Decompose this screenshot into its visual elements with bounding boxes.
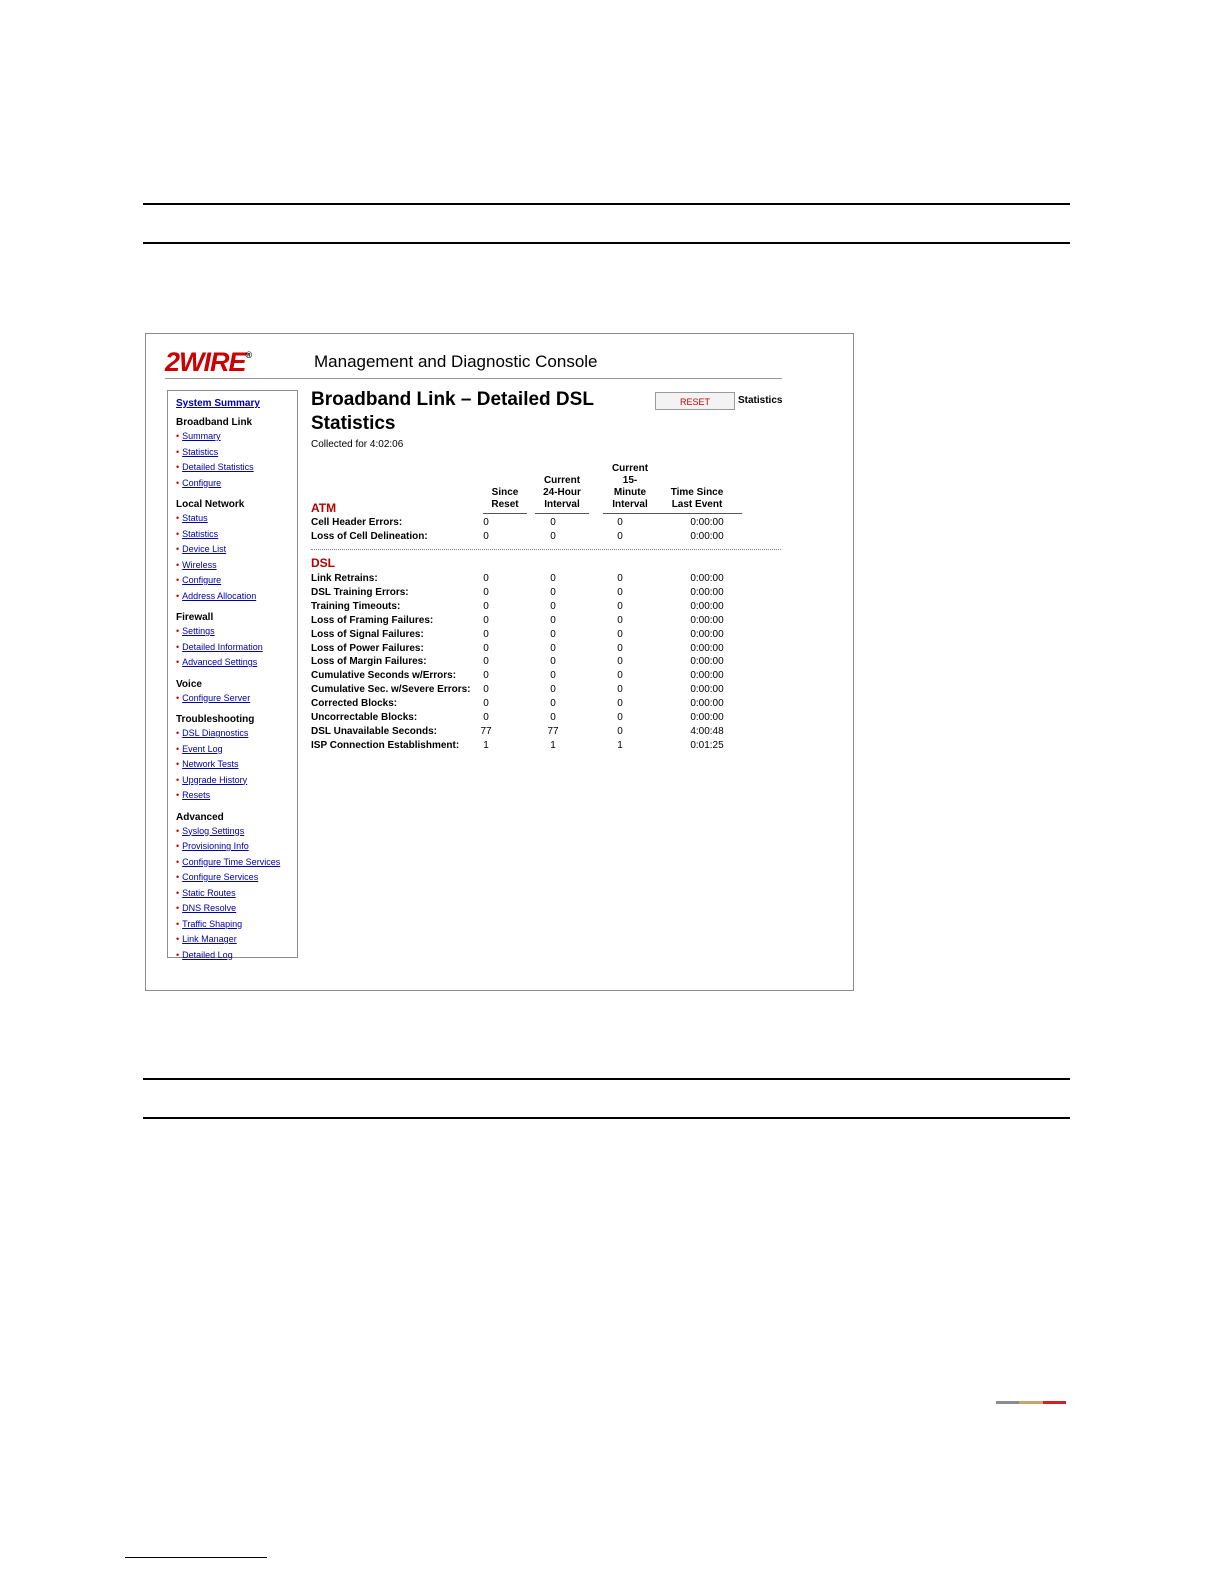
sidebar-item (176, 511, 297, 527)
sidebar-link-configure[interactable]: Configure (182, 575, 222, 585)
sidebar-item (176, 839, 297, 855)
bullet-icon: • (176, 462, 180, 472)
row-value: 0 (617, 684, 623, 696)
row-value: 0 (617, 600, 623, 612)
sidebar-item (176, 726, 297, 742)
bullet-icon: • (176, 903, 180, 913)
bullet-icon: • (176, 641, 180, 652)
sidebar-item (176, 788, 297, 804)
row-value: 0 (483, 600, 489, 612)
row-label: Link Retrains: (311, 573, 378, 584)
row-label: Loss of Power Failures: (311, 642, 424, 654)
bullet-icon: • (176, 841, 180, 851)
column-header (535, 475, 589, 514)
bullet-icon: • (176, 575, 180, 585)
row-value: 0 (617, 586, 623, 598)
sidebar-list (176, 824, 297, 964)
row-value: 0 (483, 670, 489, 682)
row-value: 0:00:00 (690, 573, 724, 584)
row-value: 0:00:00 (690, 614, 724, 626)
row-value: 0 (550, 684, 556, 696)
row-label: Cell Header Errors: (311, 517, 403, 528)
table-row (311, 642, 781, 656)
sidebar-list (176, 429, 297, 491)
bullet-icon: • (176, 513, 180, 523)
brand-logo (165, 349, 251, 376)
sidebar-link-network-tests[interactable]: Network Tests (182, 759, 239, 769)
row-value: 0:00:00 (690, 670, 724, 682)
row-value: 0 (617, 573, 623, 584)
sidebar-link-provisioning-info[interactable]: Provisioning Info (182, 841, 249, 851)
bullet-icon: • (176, 728, 180, 738)
footer-accent-bar (996, 1401, 1066, 1404)
row-label: Corrected Blocks: (311, 698, 398, 710)
column-header-line: Last Event (671, 499, 723, 510)
table-row (311, 614, 781, 628)
page-title-line2: Statistics (311, 413, 396, 434)
bullet-icon: • (176, 657, 180, 667)
row-value: 1 (550, 739, 556, 751)
sidebar-link-configure-services[interactable]: Configure Services (182, 872, 259, 882)
row-label: Training Timeouts: (311, 600, 401, 612)
table-row (311, 530, 781, 544)
sidebar-link-device-list[interactable]: Device List (182, 544, 227, 554)
column-header-line: Since (491, 487, 519, 498)
row-value: 0:00:00 (690, 586, 724, 598)
row-value: 0 (617, 517, 623, 528)
sidebar-item (176, 870, 297, 886)
bullet-icon: • (176, 949, 180, 960)
sidebar-item (176, 573, 297, 589)
sidebar-item (176, 542, 297, 558)
table-row (311, 725, 781, 739)
row-value: 1 (617, 739, 623, 751)
sidebar-section-voice: Voice (176, 678, 202, 690)
row-value: 0:00:00 (690, 530, 724, 542)
sidebar-link-wireless[interactable]: Wireless (182, 559, 217, 570)
bullet-icon: • (176, 918, 180, 929)
sidebar-item (176, 476, 297, 492)
row-value: 0 (550, 586, 556, 598)
sidebar-item (176, 948, 297, 964)
column-header-line: Reset (491, 499, 519, 510)
bullet-icon: • (176, 825, 180, 836)
row-value: 0:00:00 (690, 698, 724, 710)
table-row (311, 739, 781, 753)
row-value: 0:00:00 (690, 712, 724, 723)
sidebar-list (176, 726, 297, 804)
top-rule-2 (143, 242, 1070, 244)
accent-gray (996, 1401, 1019, 1404)
column-header-line: Interval (612, 499, 648, 510)
row-value: 0 (617, 725, 623, 737)
bullet-icon: • (176, 477, 180, 488)
table-row (311, 600, 781, 614)
row-value: 0 (550, 642, 556, 654)
sidebar-link-syslog-settings[interactable]: Syslog Settings (182, 825, 245, 836)
row-value: 0:01:25 (690, 739, 724, 751)
sidebar-link-statistics[interactable]: Statistics (182, 446, 219, 457)
sidebar-list (176, 624, 297, 671)
sidebar-item (176, 527, 297, 543)
accent-red (1043, 1401, 1066, 1404)
sidebar-list (176, 511, 297, 604)
sidebar-link-resets[interactable]: Resets (182, 790, 211, 800)
header-divider (165, 378, 782, 379)
row-value: 0:00:00 (690, 600, 724, 612)
row-label: ISP Connection Establishment: (311, 739, 460, 751)
sidebar-item (176, 773, 297, 789)
section-title-dsl: DSL (311, 556, 335, 570)
row-value: 0:00:00 (690, 684, 724, 696)
sidebar-item (176, 589, 297, 605)
sidebar-item (176, 886, 297, 902)
table-row (311, 628, 781, 642)
page-title-line1: Broadband Link – Detailed DSL (311, 389, 594, 410)
sidebar-link-event-log[interactable]: Event Log (182, 743, 223, 754)
row-value: 0 (617, 698, 623, 710)
row-label: Loss of Margin Failures: (311, 656, 427, 668)
sidebar-nav (167, 390, 298, 958)
footnote-separator (125, 1557, 267, 1558)
column-header (652, 487, 742, 514)
sidebar-link-upgrade-history[interactable]: Upgrade History (182, 774, 248, 785)
sidebar-link-system-summary[interactable]: System Summary (176, 398, 260, 409)
table-row (311, 655, 781, 669)
bullet-icon: • (176, 856, 180, 867)
sidebar-item (176, 460, 297, 476)
sidebar-item (176, 558, 297, 574)
row-value: 0 (550, 517, 556, 528)
reset-button[interactable]: RESET (655, 392, 735, 410)
column-header-line: Current (543, 475, 581, 486)
bullet-icon: • (176, 626, 180, 636)
table-row (311, 697, 781, 711)
sidebar-item (176, 624, 297, 640)
column-header-line: Current (611, 463, 649, 474)
console-title: Management and Diagnostic Console (314, 352, 598, 371)
sidebar-link-statistics[interactable]: Statistics (182, 528, 219, 539)
row-label: Loss of Framing Failures: (311, 614, 434, 626)
sidebar-section-broadband-link: Broadband Link (176, 417, 253, 428)
sidebar-link-detailed-statistics[interactable]: Detailed Statistics (182, 462, 254, 472)
column-header (483, 487, 527, 514)
sidebar-item (176, 429, 297, 445)
bullet-icon: • (176, 692, 180, 703)
sidebar-section-local-network: Local Network (176, 499, 245, 510)
sidebar-section-troubleshooting: Troubleshooting (176, 714, 255, 725)
row-value: 0:00:00 (690, 517, 724, 528)
sidebar-section-advanced: Advanced (176, 811, 224, 823)
sidebar-item (176, 655, 297, 671)
sidebar-link-detailed-log[interactable]: Detailed Log (182, 949, 233, 960)
row-value: 0 (483, 642, 489, 654)
sidebar-sections (176, 417, 297, 963)
sidebar-item (176, 757, 297, 773)
sidebar-section-firewall: Firewall (176, 612, 214, 623)
table-row (311, 586, 781, 600)
row-label: DSL Unavailable Seconds: (311, 725, 437, 737)
sidebar-item (176, 824, 297, 840)
row-value: 0 (550, 614, 556, 626)
row-label: DSL Training Errors: (311, 586, 409, 598)
row-value: 0 (550, 628, 556, 640)
logo-registered-mark: ® (245, 350, 252, 360)
sidebar-link-configure-server[interactable]: Configure Server (182, 692, 251, 703)
row-value: 4:00:48 (690, 725, 724, 737)
sidebar-link-dsl-diagnostics[interactable]: DSL Diagnostics (182, 728, 249, 738)
sidebar-link-dns-resolve[interactable]: DNS Resolve (182, 903, 237, 913)
column-header-line: 15- (622, 475, 638, 486)
row-value: 0 (550, 712, 556, 723)
column-header-line: Minute (613, 487, 647, 498)
row-value: 0 (483, 530, 489, 542)
row-label: Loss of Cell Delineation: (311, 530, 428, 542)
bullet-icon: • (176, 934, 180, 944)
row-value: 77 (547, 725, 559, 737)
bullet-icon: • (176, 887, 180, 898)
row-value: 0 (483, 614, 489, 626)
table-row (311, 516, 781, 530)
row-label: Cumulative Sec. w/Severe Errors: (311, 684, 471, 696)
sidebar-link-settings[interactable]: Settings (182, 626, 215, 636)
row-label: Loss of Signal Failures: (311, 628, 424, 640)
bullet-icon: • (176, 872, 180, 882)
sidebar-item (176, 901, 297, 917)
sidebar-list (176, 691, 297, 707)
row-value: 0 (550, 670, 556, 682)
column-header-line: 24-Hour (543, 487, 581, 498)
logo-text: 2WIRE (165, 347, 246, 377)
sidebar-link-status[interactable]: Status (182, 513, 208, 523)
sidebar-link-traffic-shaping[interactable]: Traffic Shaping (182, 918, 243, 929)
column-header-line: Interval (544, 499, 580, 510)
bullet-icon: • (176, 743, 180, 754)
row-value: 0 (483, 517, 489, 528)
row-value: 0 (617, 530, 623, 542)
row-label: Uncorrectable Blocks: (311, 712, 418, 723)
bullet-icon: • (176, 431, 180, 441)
bullet-icon: • (176, 446, 180, 457)
row-value: 0 (483, 656, 489, 668)
row-value: 0 (617, 656, 623, 668)
sidebar-item (176, 917, 297, 933)
row-value: 0 (617, 670, 623, 682)
bullet-icon: • (176, 774, 180, 785)
reset-statistics-label: Statistics (738, 395, 783, 406)
accent-tan (1019, 1401, 1042, 1404)
page-title (311, 388, 631, 436)
sidebar-item (176, 932, 297, 948)
bullet-icon: • (176, 790, 180, 800)
sidebar-item (176, 742, 297, 758)
row-value: 0 (617, 628, 623, 640)
row-value: 0 (550, 600, 556, 612)
row-value: 0 (550, 698, 556, 710)
table-row (311, 572, 781, 586)
row-value: 0 (483, 712, 489, 723)
sidebar-item (176, 640, 297, 656)
row-value: 0 (550, 530, 556, 542)
row-value: 0 (483, 573, 489, 584)
row-value: 0 (617, 712, 623, 723)
section-divider (311, 549, 781, 550)
row-value: 0:00:00 (690, 656, 724, 668)
row-value: 0:00:00 (690, 642, 724, 654)
bottom-rule-2 (143, 1117, 1070, 1119)
sidebar-link-configure[interactable]: Configure (182, 477, 222, 488)
row-value: 0 (550, 656, 556, 668)
bullet-icon: • (176, 590, 180, 601)
row-value: 0 (617, 614, 623, 626)
column-header (603, 463, 657, 514)
sidebar-link-address-allocation[interactable]: Address Allocation (182, 590, 257, 601)
bullet-icon: • (176, 559, 180, 570)
row-value: 0:00:00 (690, 628, 724, 640)
row-label: Cumulative Seconds w/Errors: (311, 670, 457, 682)
section-title-atm: ATM (311, 501, 337, 515)
table-row (311, 711, 781, 725)
console-screenshot (145, 333, 854, 991)
table-row (311, 669, 781, 683)
sidebar-link-static-routes[interactable]: Static Routes (182, 887, 236, 898)
bullet-icon: • (176, 544, 180, 554)
row-value: 77 (480, 725, 492, 737)
row-value: 0 (483, 698, 489, 710)
table-row (311, 683, 781, 697)
row-value: 0 (483, 628, 489, 640)
sidebar-link-configure-time-services[interactable]: Configure Time Services (182, 856, 281, 867)
row-value: 0 (617, 642, 623, 654)
row-value: 0 (483, 684, 489, 696)
bullet-icon: • (176, 759, 180, 769)
sidebar-link-detailed-information[interactable]: Detailed Information (182, 641, 263, 652)
row-value: 0 (550, 573, 556, 584)
sidebar-link-advanced-settings[interactable]: Advanced Settings (182, 657, 258, 667)
sidebar-link-link-manager[interactable]: Link Manager (182, 934, 237, 944)
bullet-icon: • (176, 528, 180, 539)
collected-time: Collected for 4:02:06 (311, 439, 404, 450)
top-rule-1 (143, 203, 1070, 205)
sidebar-item (176, 691, 297, 707)
sidebar-link-summary[interactable]: Summary (182, 431, 221, 441)
sidebar-item (176, 855, 297, 871)
sidebar-item (176, 445, 297, 461)
column-header-line: Time Since (670, 487, 724, 498)
bottom-rule-1 (143, 1078, 1070, 1080)
row-value: 0 (483, 586, 489, 598)
row-value: 1 (483, 739, 489, 751)
